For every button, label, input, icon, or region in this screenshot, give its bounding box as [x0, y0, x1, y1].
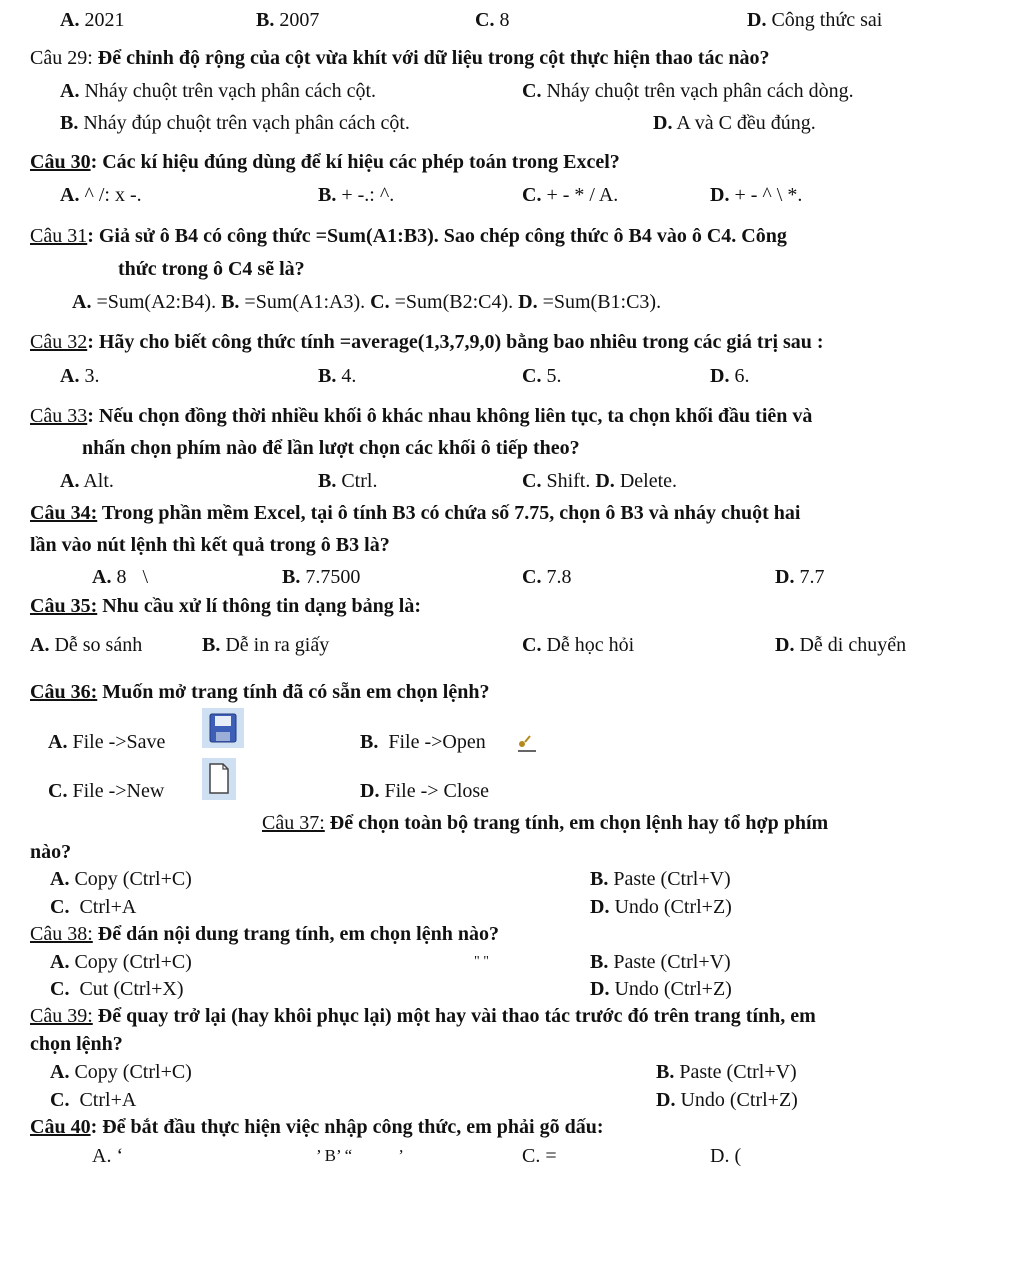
q31-question: Câu 31: Giả sử ô B4 có công thức =Sum(A1:B3). Sao chép công thức ô B4 vào ô C4. Công: [30, 225, 787, 247]
q37-option-a: A. Copy (Ctrl+C): [50, 868, 192, 890]
q35-option-c: C. Dễ học hỏi: [522, 634, 635, 656]
q32-option-b: B. 4.: [318, 365, 357, 387]
q30-option-a: A. ^ /: x -.: [60, 184, 142, 206]
q33-question-cont: nhấn chọn phím nào để lần lượt chọn các khối ô tiếp theo?: [82, 437, 580, 459]
top-option-a: A. 2021: [60, 9, 125, 31]
q34-question: Câu 34: Trong phần mềm Excel, tại ô tính B3 có chứa số 7.75, chọn ô B3 và nháy chuột hai: [30, 502, 801, 524]
q31-question-cont: thức trong ô C4 sẽ là?: [118, 258, 305, 280]
q30-question: Câu 30: Các kí hiệu đúng dùng để kí hiệu các phép toán trong Excel?: [30, 151, 620, 173]
q32-option-a: A. 3.: [60, 365, 100, 387]
top-option-d: D. Công thức sai: [747, 9, 883, 31]
q40-question: Câu 40: Để bắt đầu thực hiện việc nhập công thức, em phải gõ dấu:: [30, 1116, 604, 1138]
q36-option-d: D. File -> Close: [360, 780, 490, 802]
q36-option-b: B. File ->Open: [360, 731, 486, 753]
new-document-icon: [202, 758, 236, 800]
q30-option-d: D. + - ^ \ *.: [710, 184, 803, 206]
q37-option-d: D. Undo (Ctrl+Z): [590, 896, 732, 918]
q29-option-d: D. A và C đều đúng.: [653, 112, 816, 134]
q34-option-d: D. 7.7: [775, 566, 825, 588]
top-option-c: C. 8: [475, 9, 510, 31]
q35-question: Câu 35: Nhu cầu xử lí thông tin dạng bảng là:: [30, 595, 421, 617]
q36-option-a: A. File ->Save: [48, 731, 166, 753]
q36-question: Câu 36: Muốn mở trang tính đã có sẵn em chọn lệnh?: [30, 681, 490, 703]
q34-option-c: C. 7.8: [522, 566, 572, 588]
q38-option-d: D. Undo (Ctrl+Z): [590, 978, 732, 1000]
q37-question: Câu 37: Để chọn toàn bộ trang tính, em chọn lệnh hay tổ hợp phím: [262, 812, 829, 834]
q39-option-a: A. Copy (Ctrl+C): [50, 1061, 192, 1083]
q38-option-a: A. Copy (Ctrl+C): [50, 951, 192, 973]
q30-option-b: B. + -.: ^.: [318, 184, 395, 206]
q33-question: Câu 33: Nếu chọn đồng thời nhiều khối ô khác nhau không liên tục, ta chọn khối đầu tiên và: [30, 405, 813, 427]
q35-option-d: D. Dễ di chuyển: [775, 634, 907, 656]
top-option-b: B. 2007: [256, 9, 320, 31]
q40-option-a: A. ‘: [92, 1145, 124, 1167]
q39-option-c: C. Ctrl+A: [50, 1089, 137, 1111]
q29-option-a: A. Nháy chuột trên vạch phân cách cột.: [60, 80, 376, 102]
q38-option-c: C. Cut (Ctrl+X): [50, 978, 184, 1000]
q34-option-b: B. 7.7500: [282, 566, 361, 588]
q30-option-c: C. + - * / A.: [522, 184, 619, 206]
q34-question-cont: lần vào nút lệnh thì kết quả trong ô B3 là?: [30, 534, 390, 556]
q32-option-c: C. 5.: [522, 365, 562, 387]
q40-option-d: D. (: [710, 1145, 742, 1167]
q38-option-b: B. Paste (Ctrl+V): [590, 951, 731, 973]
q32-question: Câu 32: Hãy cho biết công thức tính =average(1,3,7,9,0) bằng bao nhiêu trong các giá trị sau :: [30, 331, 824, 353]
q36-option-c: C. File ->New: [48, 780, 165, 802]
save-icon: [202, 708, 244, 748]
q29-option-c: C. Nháy chuột trên vạch phân cách dòng.: [522, 80, 854, 102]
open-folder-icon: [516, 732, 538, 754]
q40-option-b: ’ B’ “ ’: [316, 1146, 404, 1165]
q39-question: Câu 39: Để quay trở lại (hay khôi phục lại) một hay vài thao tác trước đó trên trang tính, em: [30, 1005, 816, 1027]
q33-option-b: B. Ctrl.: [318, 470, 378, 492]
q37-option-c: C. Ctrl+A: [50, 896, 137, 918]
q39-option-d: D. Undo (Ctrl+Z): [656, 1089, 798, 1111]
q34-option-a: A. 8 \: [92, 566, 149, 588]
q29-question: Câu 29: Để chỉnh độ rộng của cột vừa khít với dữ liệu trong cột thực hiện thao tác nào?: [30, 47, 770, 69]
q35-option-a: A. Dễ so sánh: [30, 634, 143, 656]
q39-option-b: B. Paste (Ctrl+V): [656, 1061, 797, 1083]
q40-option-c: C. =: [522, 1145, 557, 1167]
q33-option-a: A. Alt.: [60, 470, 114, 492]
q37-option-b: B. Paste (Ctrl+V): [590, 868, 731, 890]
q32-option-d: D. 6.: [710, 365, 750, 387]
q38-stray-marks: " ": [474, 954, 489, 969]
q39-question-cont: chọn lệnh?: [30, 1033, 123, 1055]
q37-question-cont: nào?: [30, 841, 72, 863]
q33-option-cd: C. Shift. D. Delete.: [522, 470, 677, 492]
q29-option-b: B. Nháy đúp chuột trên vạch phân cách cột.: [60, 112, 410, 134]
q35-option-b: B. Dễ in ra giấy: [202, 634, 330, 656]
q31-options: A. =Sum(A2:B4). B. =Sum(A1:A3). C. =Sum(B2:C4). D. =Sum(B1:C3).: [72, 291, 662, 313]
q38-question: Câu 38: Để dán nội dung trang tính, em chọn lệnh nào?: [30, 923, 499, 945]
